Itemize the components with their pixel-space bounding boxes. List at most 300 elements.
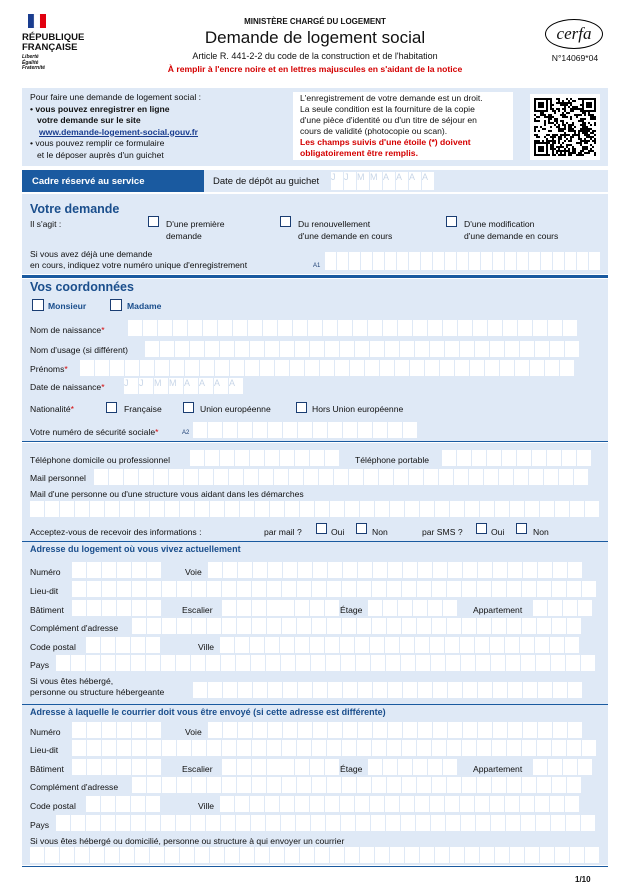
input-cell[interactable]	[315, 847, 329, 863]
input-cell[interactable]	[116, 796, 130, 812]
input-cell[interactable]	[357, 740, 371, 756]
input-cell[interactable]	[386, 815, 400, 831]
input-cell[interactable]	[72, 581, 86, 597]
input-cell[interactable]	[461, 815, 475, 831]
input-cell[interactable]	[403, 722, 417, 738]
input-cell[interactable]	[535, 796, 549, 812]
input-cell[interactable]	[565, 252, 576, 270]
input-cell[interactable]	[410, 360, 424, 376]
addr2-floor-input[interactable]	[368, 759, 457, 775]
input-cell[interactable]	[470, 360, 484, 376]
input-cell[interactable]	[87, 740, 101, 756]
input-cell[interactable]	[574, 469, 588, 485]
input-cell[interactable]	[507, 581, 521, 597]
input-cell[interactable]	[445, 341, 459, 357]
input-cell[interactable]	[162, 581, 176, 597]
input-cell[interactable]	[280, 796, 294, 812]
input-cell[interactable]	[508, 682, 522, 698]
input-cell[interactable]	[383, 600, 397, 616]
input-cell[interactable]	[229, 469, 243, 485]
date-cell[interactable]: A	[409, 172, 421, 190]
input-cell[interactable]	[402, 740, 416, 756]
input-cell[interactable]	[552, 777, 566, 793]
input-cell[interactable]	[340, 796, 354, 812]
input-cell[interactable]	[416, 815, 430, 831]
input-cell[interactable]	[442, 450, 456, 466]
input-cell[interactable]	[443, 600, 457, 616]
date-cell[interactable]: A	[396, 172, 408, 190]
input-cell[interactable]	[308, 320, 322, 336]
addr2-number-input[interactable]	[72, 722, 161, 738]
input-cell[interactable]	[252, 740, 266, 756]
input-cell[interactable]	[143, 320, 157, 336]
input-cell[interactable]	[517, 450, 531, 466]
addr2-building-input[interactable]	[72, 759, 161, 775]
input-cell[interactable]	[565, 637, 579, 653]
modification-checkbox[interactable]	[446, 216, 457, 227]
date-cell[interactable]: A	[199, 378, 213, 394]
input-cell[interactable]	[289, 469, 303, 485]
input-cell[interactable]	[341, 655, 355, 671]
input-cell[interactable]	[448, 682, 462, 698]
input-cell[interactable]	[283, 562, 297, 578]
input-cell[interactable]	[223, 682, 237, 698]
input-cell[interactable]	[398, 600, 412, 616]
input-cell[interactable]	[132, 618, 146, 634]
input-cell[interactable]	[160, 341, 174, 357]
input-cell[interactable]	[117, 581, 131, 597]
input-cell[interactable]	[505, 252, 516, 270]
input-cell[interactable]	[455, 360, 469, 376]
input-cell[interactable]	[132, 562, 146, 578]
mail-no-checkbox[interactable]	[356, 523, 367, 534]
input-cell[interactable]	[448, 562, 462, 578]
input-cell[interactable]	[386, 655, 400, 671]
input-cell[interactable]	[563, 759, 577, 775]
input-cell[interactable]	[259, 469, 273, 485]
input-cell[interactable]	[492, 777, 506, 793]
addr1-street-input[interactable]	[208, 562, 582, 578]
input-cell[interactable]	[469, 252, 480, 270]
input-cell[interactable]	[94, 469, 108, 485]
input-cell[interactable]	[117, 759, 131, 775]
input-cell[interactable]	[418, 722, 432, 738]
input-cell[interactable]	[478, 722, 492, 738]
input-cell[interactable]	[492, 618, 506, 634]
input-cell[interactable]	[109, 469, 123, 485]
input-cell[interactable]	[417, 618, 431, 634]
input-cell[interactable]	[446, 655, 460, 671]
input-cell[interactable]	[502, 450, 516, 466]
input-cell[interactable]	[345, 847, 359, 863]
input-cell[interactable]	[147, 759, 161, 775]
input-cell[interactable]	[360, 847, 374, 863]
input-cell[interactable]	[523, 722, 537, 738]
input-cell[interactable]	[398, 320, 412, 336]
input-cell[interactable]	[177, 581, 191, 597]
madame-checkbox[interactable]	[110, 299, 122, 311]
input-cell[interactable]	[206, 815, 220, 831]
input-cell[interactable]	[280, 759, 294, 775]
input-cell[interactable]	[295, 450, 309, 466]
input-cell[interactable]	[124, 469, 138, 485]
input-cell[interactable]	[110, 360, 124, 376]
input-cell[interactable]	[250, 796, 264, 812]
input-cell[interactable]	[477, 618, 491, 634]
input-cell[interactable]	[538, 562, 552, 578]
input-cell[interactable]	[570, 501, 584, 517]
input-cell[interactable]	[267, 618, 281, 634]
input-cell[interactable]	[343, 682, 357, 698]
input-cell[interactable]	[315, 501, 329, 517]
input-cell[interactable]	[335, 360, 349, 376]
input-cell[interactable]	[447, 740, 461, 756]
input-cell[interactable]	[337, 252, 348, 270]
input-cell[interactable]	[515, 360, 529, 376]
input-cell[interactable]	[102, 759, 116, 775]
input-cell[interactable]	[250, 450, 264, 466]
input-cell[interactable]	[342, 777, 356, 793]
input-cell[interactable]	[195, 501, 209, 517]
input-cell[interactable]	[251, 815, 265, 831]
date-cell[interactable]: A	[229, 378, 243, 394]
input-cell[interactable]	[400, 341, 414, 357]
input-cell[interactable]	[522, 777, 536, 793]
input-cell[interactable]	[409, 469, 423, 485]
input-cell[interactable]	[176, 655, 190, 671]
nationality-eu-checkbox[interactable]	[183, 402, 194, 413]
input-cell[interactable]	[480, 501, 494, 517]
input-cell[interactable]	[282, 777, 296, 793]
input-cell[interactable]	[87, 600, 101, 616]
input-cell[interactable]	[323, 320, 337, 336]
input-cell[interactable]	[191, 655, 205, 671]
input-cell[interactable]	[244, 469, 258, 485]
input-cell[interactable]	[485, 360, 499, 376]
input-cell[interactable]	[481, 252, 492, 270]
input-cell[interactable]	[280, 637, 294, 653]
input-cell[interactable]	[460, 341, 474, 357]
input-cell[interactable]	[102, 722, 116, 738]
input-cell[interactable]	[210, 501, 224, 517]
input-cell[interactable]	[577, 450, 591, 466]
input-cell[interactable]	[401, 655, 415, 671]
input-cell[interactable]	[538, 722, 552, 738]
input-cell[interactable]	[313, 562, 327, 578]
addr2-country-input[interactable]	[56, 815, 595, 831]
input-cell[interactable]	[193, 422, 207, 438]
addr1-country-input[interactable]	[56, 655, 595, 671]
input-cell[interactable]	[541, 252, 552, 270]
input-cell[interactable]	[478, 562, 492, 578]
input-cell[interactable]	[101, 796, 115, 812]
input-cell[interactable]	[252, 581, 266, 597]
input-cell[interactable]	[522, 740, 536, 756]
addr1-locality-input[interactable]	[72, 581, 596, 597]
input-cell[interactable]	[253, 722, 267, 738]
input-cell[interactable]	[252, 600, 266, 616]
input-cell[interactable]	[505, 796, 519, 812]
input-cell[interactable]	[120, 847, 134, 863]
input-cell[interactable]	[237, 618, 251, 634]
mobile-phone-input[interactable]	[442, 450, 591, 466]
social-security-input[interactable]	[193, 422, 417, 438]
input-cell[interactable]	[146, 655, 160, 671]
input-cell[interactable]	[570, 847, 584, 863]
input-cell[interactable]	[220, 341, 234, 357]
input-cell[interactable]	[214, 469, 228, 485]
input-cell[interactable]	[328, 682, 342, 698]
input-cell[interactable]	[457, 450, 471, 466]
usage-name-input[interactable]	[145, 341, 579, 357]
input-cell[interactable]	[405, 847, 419, 863]
input-cell[interactable]	[71, 815, 85, 831]
input-cell[interactable]	[418, 682, 432, 698]
input-cell[interactable]	[147, 777, 161, 793]
input-cell[interactable]	[72, 600, 86, 616]
input-cell[interactable]	[493, 562, 507, 578]
input-cell[interactable]	[421, 252, 432, 270]
input-cell[interactable]	[298, 722, 312, 738]
input-cell[interactable]	[310, 759, 324, 775]
input-cell[interactable]	[514, 469, 528, 485]
addr1-number-input[interactable]	[72, 562, 161, 578]
input-cell[interactable]	[355, 796, 369, 812]
input-cell[interactable]	[192, 581, 206, 597]
input-cell[interactable]	[506, 655, 520, 671]
input-cell[interactable]	[145, 341, 159, 357]
input-cell[interactable]	[355, 341, 369, 357]
date-cell[interactable]: A	[383, 172, 395, 190]
input-cell[interactable]	[293, 320, 307, 336]
input-cell[interactable]	[413, 600, 427, 616]
input-cell[interactable]	[349, 469, 363, 485]
input-cell[interactable]	[523, 562, 537, 578]
input-cell[interactable]	[364, 469, 378, 485]
input-cell[interactable]	[248, 320, 262, 336]
input-cell[interactable]	[402, 777, 416, 793]
input-cell[interactable]	[563, 320, 577, 336]
addr1-staircase-extra-input[interactable]	[280, 600, 339, 616]
date-cell[interactable]: M	[357, 172, 369, 190]
input-cell[interactable]	[222, 777, 236, 793]
input-cell[interactable]	[568, 682, 582, 698]
input-cell[interactable]	[305, 360, 319, 376]
input-cell[interactable]	[431, 655, 445, 671]
input-cell[interactable]	[343, 422, 357, 438]
input-cell[interactable]	[132, 759, 146, 775]
input-cell[interactable]	[102, 581, 116, 597]
input-cell[interactable]	[328, 562, 342, 578]
input-cell[interactable]	[325, 341, 339, 357]
input-cell[interactable]	[387, 618, 401, 634]
input-cell[interactable]	[298, 682, 312, 698]
input-cell[interactable]	[282, 581, 296, 597]
input-cell[interactable]	[476, 655, 490, 671]
date-cell[interactable]: J	[124, 378, 138, 394]
input-cell[interactable]	[553, 722, 567, 738]
input-cell[interactable]	[537, 581, 551, 597]
input-cell[interactable]	[520, 637, 534, 653]
monsieur-checkbox[interactable]	[32, 299, 44, 311]
input-cell[interactable]	[387, 740, 401, 756]
input-cell[interactable]	[548, 320, 562, 336]
input-cell[interactable]	[208, 422, 222, 438]
input-cell[interactable]	[162, 777, 176, 793]
input-cell[interactable]	[383, 759, 397, 775]
input-cell[interactable]	[222, 740, 236, 756]
input-cell[interactable]	[266, 815, 280, 831]
input-cell[interactable]	[345, 501, 359, 517]
input-cell[interactable]	[373, 422, 387, 438]
input-cell[interactable]	[450, 501, 464, 517]
input-cell[interactable]	[274, 469, 288, 485]
input-cell[interactable]	[559, 469, 573, 485]
input-cell[interactable]	[310, 600, 324, 616]
input-cell[interactable]	[105, 501, 119, 517]
input-cell[interactable]	[523, 682, 537, 698]
input-cell[interactable]	[311, 815, 325, 831]
input-cell[interactable]	[493, 252, 504, 270]
input-cell[interactable]	[203, 320, 217, 336]
input-cell[interactable]	[132, 722, 146, 738]
input-cell[interactable]	[578, 759, 592, 775]
addr2-city-input[interactable]	[220, 796, 579, 812]
input-cell[interactable]	[567, 581, 581, 597]
input-cell[interactable]	[221, 815, 235, 831]
input-cell[interactable]	[208, 722, 222, 738]
input-cell[interactable]	[45, 847, 59, 863]
input-cell[interactable]	[326, 815, 340, 831]
nationality-non-eu-checkbox[interactable]	[296, 402, 307, 413]
input-cell[interactable]	[400, 796, 414, 812]
input-cell[interactable]	[86, 655, 100, 671]
date-cell[interactable]: M	[169, 378, 183, 394]
input-cell[interactable]	[280, 450, 294, 466]
input-cell[interactable]	[87, 581, 101, 597]
input-cell[interactable]	[401, 815, 415, 831]
input-cell[interactable]	[448, 722, 462, 738]
input-cell[interactable]	[462, 777, 476, 793]
input-cell[interactable]	[506, 815, 520, 831]
input-cell[interactable]	[388, 422, 402, 438]
input-cell[interactable]	[173, 320, 187, 336]
input-cell[interactable]	[117, 722, 131, 738]
input-cell[interactable]	[238, 422, 252, 438]
input-cell[interactable]	[402, 618, 416, 634]
input-cell[interactable]	[387, 581, 401, 597]
input-cell[interactable]	[236, 655, 250, 671]
input-cell[interactable]	[280, 600, 294, 616]
input-cell[interactable]	[147, 618, 161, 634]
input-cell[interactable]	[280, 341, 294, 357]
input-cell[interactable]	[565, 341, 579, 357]
input-cell[interactable]	[72, 740, 86, 756]
input-cell[interactable]	[398, 759, 412, 775]
input-cell[interactable]	[445, 252, 456, 270]
input-cell[interactable]	[300, 501, 314, 517]
input-cell[interactable]	[207, 777, 221, 793]
date-cell[interactable]: J	[331, 172, 343, 190]
input-cell[interactable]	[282, 740, 296, 756]
input-cell[interactable]	[225, 501, 239, 517]
input-cell[interactable]	[403, 422, 417, 438]
input-cell[interactable]	[267, 581, 281, 597]
input-cell[interactable]	[548, 759, 562, 775]
input-cell[interactable]	[465, 501, 479, 517]
input-cell[interactable]	[432, 618, 446, 634]
input-cell[interactable]	[282, 618, 296, 634]
input-cell[interactable]	[413, 759, 427, 775]
input-cell[interactable]	[371, 815, 385, 831]
input-cell[interactable]	[177, 740, 191, 756]
addr2-locality-input[interactable]	[72, 740, 596, 756]
input-cell[interactable]	[372, 581, 386, 597]
input-cell[interactable]	[245, 360, 259, 376]
input-cell[interactable]	[492, 740, 506, 756]
input-cell[interactable]	[325, 600, 339, 616]
input-cell[interactable]	[60, 847, 74, 863]
input-cell[interactable]	[101, 815, 115, 831]
input-cell[interactable]	[447, 777, 461, 793]
input-cell[interactable]	[397, 252, 408, 270]
input-cell[interactable]	[237, 600, 251, 616]
input-cell[interactable]	[154, 469, 168, 485]
input-cell[interactable]	[433, 682, 447, 698]
input-cell[interactable]	[161, 815, 175, 831]
input-cell[interactable]	[207, 740, 221, 756]
input-cell[interactable]	[255, 501, 269, 517]
input-cell[interactable]	[493, 682, 507, 698]
input-cell[interactable]	[330, 501, 344, 517]
input-cell[interactable]	[379, 469, 393, 485]
input-cell[interactable]	[432, 740, 446, 756]
input-cell[interactable]	[342, 740, 356, 756]
input-cell[interactable]	[475, 796, 489, 812]
input-cell[interactable]	[373, 252, 384, 270]
input-cell[interactable]	[353, 320, 367, 336]
input-cell[interactable]	[334, 469, 348, 485]
website-link[interactable]: www.demande-logement-social.gouv.fr	[39, 126, 199, 137]
input-cell[interactable]	[30, 501, 44, 517]
home-phone-input[interactable]	[190, 450, 339, 466]
input-cell[interactable]	[371, 655, 385, 671]
addr2-street-input[interactable]	[208, 722, 582, 738]
input-cell[interactable]	[388, 722, 402, 738]
input-cell[interactable]	[320, 360, 334, 376]
input-cell[interactable]	[278, 320, 292, 336]
input-cell[interactable]	[86, 637, 100, 653]
input-cell[interactable]	[521, 815, 535, 831]
birth-date-input[interactable]	[124, 378, 243, 394]
input-cell[interactable]	[147, 562, 161, 578]
input-cell[interactable]	[529, 469, 543, 485]
input-cell[interactable]	[433, 722, 447, 738]
input-cell[interactable]	[56, 815, 70, 831]
input-cell[interactable]	[237, 740, 251, 756]
input-cell[interactable]	[310, 450, 324, 466]
sms-yes-checkbox[interactable]	[476, 523, 487, 534]
input-cell[interactable]	[200, 360, 214, 376]
input-cell[interactable]	[457, 252, 468, 270]
renewal-checkbox[interactable]	[280, 216, 291, 227]
input-cell[interactable]	[355, 637, 369, 653]
input-cell[interactable]	[420, 501, 434, 517]
input-cell[interactable]	[170, 360, 184, 376]
input-cell[interactable]	[533, 600, 547, 616]
helper-mail-input[interactable]	[30, 501, 599, 517]
input-cell[interactable]	[188, 320, 202, 336]
